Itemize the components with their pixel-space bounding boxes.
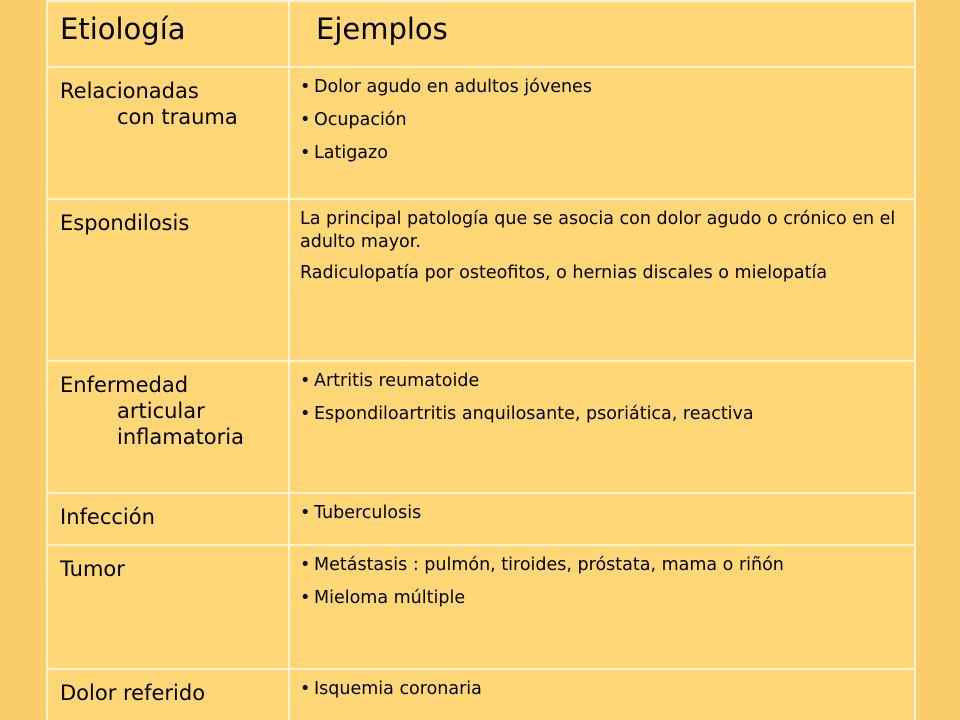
list-item-text: Latigazo [314,143,388,163]
list-item [300,370,900,393]
list-item [300,109,900,132]
list-item [300,142,900,165]
category-cell [47,361,289,493]
table-row [47,67,915,199]
examples-list [300,554,900,610]
list-item-text: Espondiloartritis anquilosante, psoriática, reactiva [314,404,754,424]
category-cell [47,669,289,720]
bullet-icon: • [300,555,311,575]
table-row [47,545,915,669]
category-cell [47,545,289,669]
category-label: Infección [60,505,155,529]
category-label: Tumor [60,557,125,581]
examples-list [300,76,900,165]
list-item-text: Mieloma múltiple [314,588,466,608]
category-label: Enfermedad [60,373,189,397]
header-etiologia: Etiología [47,1,289,67]
examples-cell [289,545,915,669]
bullet-icon: • [300,143,311,163]
examples-cell [289,361,915,493]
bullet-icon: • [300,679,311,699]
list-item [300,403,900,426]
list-item [300,502,900,525]
examples-cell [289,669,915,720]
list-item [300,554,900,577]
category-label: Dolor referido [60,681,206,705]
list-item-text: Metástasis : pulmón, tiroides, próstata, mama o riñón [314,555,784,575]
table-row [47,361,915,493]
paragraph-text: La principal patología que se asocia con dolor agudo o crónico en el adulto mayor. [300,209,896,252]
list-item-text: Ocupación [314,110,407,130]
category-cell [47,493,289,545]
examples-list [300,370,900,426]
bullet-icon: • [300,588,311,608]
examples-list [300,502,900,525]
list-item-text: Isquemia coronaria [314,679,482,699]
table-header-row [47,1,915,67]
list-item [300,587,900,610]
header-ejemplos: Ejemplos [289,1,915,67]
examples-cell [289,67,915,199]
category-label: articular [117,399,205,423]
table-row [47,669,915,720]
list-item-text: Artritis reumatoide [314,371,480,391]
bullet-icon: • [300,110,311,130]
list-item-text: Dolor agudo en adultos jóvenes [314,77,592,97]
examples-cell [289,493,915,545]
category-label: Relacionadas [60,79,199,103]
table-row [47,199,915,361]
bullet-icon: • [300,371,311,391]
list-item [300,76,900,99]
list-item-text: Tuberculosis [314,503,422,523]
paragraph-text: Radiculopatía por osteofitos, o hernias discales o mielopatía [300,263,828,283]
examples-cell [289,199,915,361]
category-label: inflamatoria [117,425,244,449]
table-row [47,493,915,545]
etiology-table [46,0,916,720]
category-cell [47,67,289,199]
category-label: Espondilosis [60,211,190,235]
bullet-icon: • [300,77,311,97]
bullet-icon: • [300,503,311,523]
list-item [300,678,900,701]
examples-list [300,678,900,701]
bullet-icon: • [300,404,311,424]
category-cell [47,199,289,361]
category-label: con trauma [117,105,238,129]
